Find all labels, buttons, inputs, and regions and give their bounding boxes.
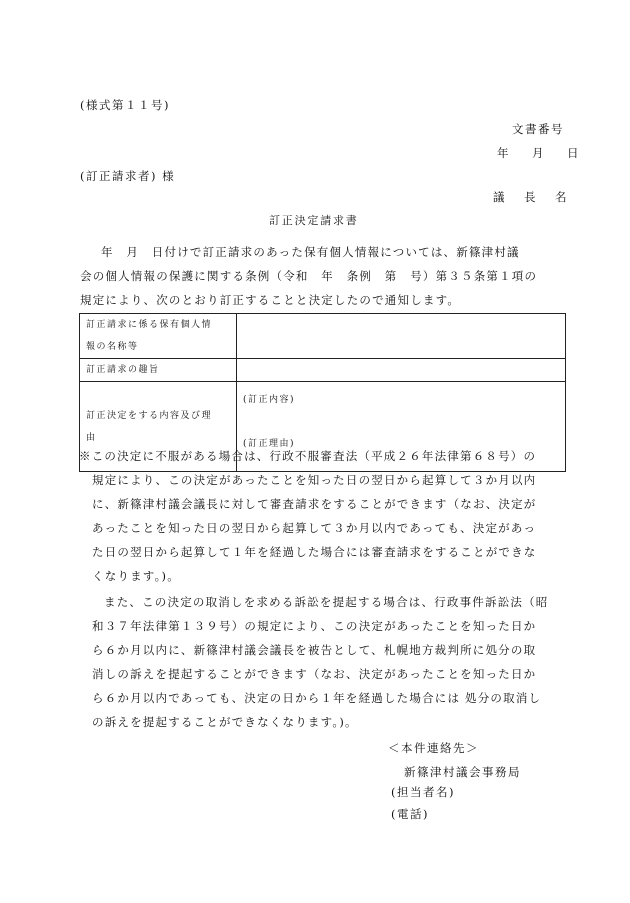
row-value-request-purpose <box>237 359 566 382</box>
correction-content-label: (訂正内容) <box>243 395 296 405</box>
recipient: (訂正請求者) 様 <box>80 169 176 183</box>
row-label-request-purpose: 訂正請求の趣旨 <box>80 359 237 382</box>
note-line-4: あったことを知った日の翌日から起算して３か月以内であっても、決定があっ <box>92 521 537 535</box>
intro-line-2: 会の個人情報の保護に関する条例（令和 年 条例 第 号）第３５条第１項の <box>80 269 538 283</box>
page-title: 訂正決定請求書 <box>269 214 359 227</box>
correction-reason-label: (訂正理由) <box>243 439 296 449</box>
note-line-5: た日の翌日から起算して１年を経過した場合には審査請求をすることができな <box>92 545 537 559</box>
table-row <box>80 314 566 359</box>
intro-line-1: 年 月 日付けで訂正請求のあった保有個人情報については、新篠津村議 <box>101 245 520 259</box>
contact-header: ＜本件連絡先＞ <box>388 741 479 755</box>
note-line-12: の訴えを提起することができなくなります。)。 <box>92 715 358 729</box>
contact-office: 新篠津村議会事務局 <box>404 765 521 779</box>
note-line-3: に、新篠津村議会議長に対して審査請求をすることができます（なお、決定が <box>92 497 537 511</box>
note-line-6: くなります。)。 <box>92 569 180 583</box>
document-number: 文書番号 <box>512 122 564 136</box>
date-line: 年 月 日 <box>497 146 585 160</box>
note-line-8: 和３７年法律第１３９号）の規定により、この決定があったことを知った日か <box>92 619 537 633</box>
note-line-7: また、この決定の取消しを求める訴訟を提起する場合は、行政事件訴訟法（昭 <box>104 595 549 609</box>
row-value-info-name <box>237 314 566 359</box>
note-line-10: 消しの訴えを提起することができます（なお、決定があったことを知った日か <box>92 667 537 681</box>
table-row <box>80 359 566 382</box>
row-label-info-name: 訂正請求に係る保有個人情 報の名称等 <box>80 314 237 359</box>
contact-person: (担当者名) <box>391 785 455 799</box>
row-label-decision: 訂正決定をする内容及び理 由 <box>80 382 237 472</box>
intro-line-3: 規定により、次のとおり訂正することと決定したので通知します。 <box>80 293 461 307</box>
contact-phone: (電話) <box>391 807 429 821</box>
form-number: (様式第１１号) <box>80 98 170 112</box>
note-line-11: ら６か月以内であっても、決定の日から１年を経過した場合には 処分の取消し <box>92 691 542 705</box>
note-line-9: ら６か月以内に、新篠津村議会議長を被告として、札幌地方裁判所に処分の取 <box>92 643 537 657</box>
note-line-2: 規定により、この決定があったことを知った日の翌日から起算して３か月以内 <box>92 473 537 487</box>
sender-name: 議 長 名 <box>493 190 571 204</box>
note-line-1: ※この決定に不服がある場合は、行政不服審査法（平成２６年法律第６８号）の <box>79 449 537 463</box>
